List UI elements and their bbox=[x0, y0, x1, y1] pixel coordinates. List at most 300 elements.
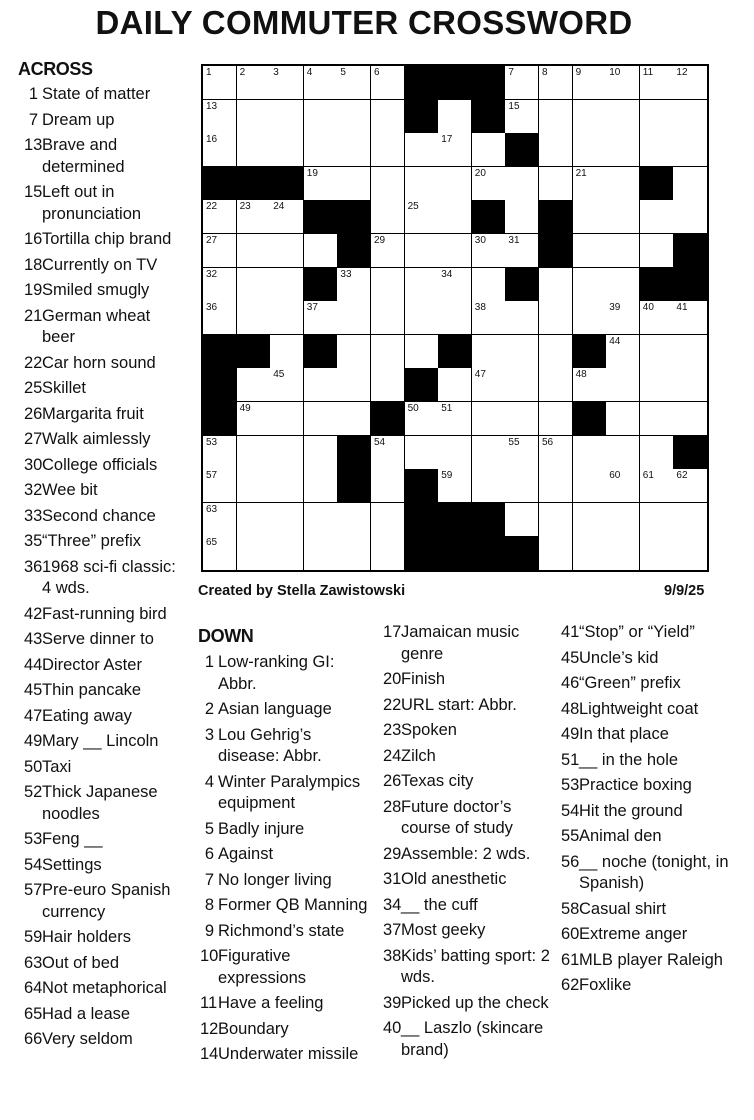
grid-cell[interactable] bbox=[438, 368, 472, 402]
grid-cell[interactable] bbox=[304, 368, 338, 402]
grid-cell[interactable] bbox=[573, 133, 607, 167]
grid-cell[interactable] bbox=[539, 469, 573, 503]
grid-cell[interactable] bbox=[304, 66, 338, 100]
grid-cell[interactable] bbox=[640, 503, 674, 537]
clue-number: 34 bbox=[383, 895, 402, 914]
grid-cell[interactable] bbox=[472, 234, 506, 268]
grid-cell[interactable] bbox=[405, 402, 439, 436]
down-clue bbox=[561, 924, 737, 946]
grid-cell[interactable] bbox=[304, 402, 338, 436]
grid-block bbox=[337, 234, 371, 268]
down-clue bbox=[561, 826, 737, 848]
grid-block bbox=[673, 436, 707, 470]
grid-cell[interactable] bbox=[237, 536, 271, 570]
grid-cell[interactable] bbox=[304, 436, 338, 470]
grid-cell[interactable] bbox=[673, 167, 707, 201]
grid-cell[interactable] bbox=[237, 469, 271, 503]
clue-number: 30 bbox=[24, 455, 43, 474]
grid-cell[interactable] bbox=[337, 167, 371, 201]
cell-number: 21 bbox=[575, 167, 587, 179]
grid-cell[interactable] bbox=[673, 402, 707, 436]
down-clue bbox=[561, 950, 737, 972]
grid-cell[interactable] bbox=[606, 436, 640, 470]
down-clue bbox=[561, 673, 737, 695]
grid-cell[interactable] bbox=[237, 200, 271, 234]
grid-cell[interactable] bbox=[673, 200, 707, 234]
clue-number: 63 bbox=[24, 953, 43, 972]
down-clue bbox=[200, 993, 372, 1015]
across-clue bbox=[24, 306, 182, 349]
cell-number: 41 bbox=[676, 302, 688, 314]
grid-block bbox=[573, 335, 607, 369]
clue-text: Settings bbox=[42, 855, 102, 874]
grid-cell[interactable] bbox=[371, 503, 405, 537]
grid-cell[interactable] bbox=[573, 100, 607, 134]
grid-block bbox=[640, 268, 674, 302]
grid-cell[interactable] bbox=[371, 268, 405, 302]
grid-cell[interactable] bbox=[673, 536, 707, 570]
grid-cell[interactable] bbox=[505, 234, 539, 268]
clue-number: 50 bbox=[24, 757, 43, 776]
down-clue bbox=[383, 895, 563, 917]
grid-cell[interactable] bbox=[606, 66, 640, 100]
cell-number: 25 bbox=[407, 201, 419, 213]
cell-number: 27 bbox=[206, 235, 218, 246]
grid-cell[interactable] bbox=[472, 301, 506, 335]
grid-cell[interactable] bbox=[237, 268, 271, 302]
grid-cell[interactable] bbox=[573, 167, 607, 201]
grid-cell[interactable] bbox=[203, 536, 237, 570]
cell-number: 16 bbox=[206, 134, 218, 146]
grid-cell[interactable] bbox=[203, 66, 237, 100]
grid-cell[interactable] bbox=[337, 133, 371, 167]
grid-cell[interactable] bbox=[505, 503, 539, 537]
clue-text: Walk aimlessly bbox=[42, 430, 151, 448]
grid-cell[interactable] bbox=[203, 503, 237, 537]
grid-block bbox=[337, 200, 371, 234]
grid-cell[interactable] bbox=[405, 436, 439, 470]
grid-cell[interactable] bbox=[505, 335, 539, 369]
grid-cell[interactable] bbox=[606, 469, 640, 503]
grid-cell[interactable] bbox=[673, 335, 707, 369]
grid-cell[interactable] bbox=[573, 469, 607, 503]
grid-cell[interactable] bbox=[640, 100, 674, 134]
grid-cell[interactable] bbox=[304, 167, 338, 201]
grid-block bbox=[573, 402, 607, 436]
grid-cell[interactable] bbox=[539, 66, 573, 100]
grid-cell[interactable] bbox=[640, 335, 674, 369]
grid-cell[interactable] bbox=[673, 66, 707, 100]
grid-cell[interactable] bbox=[337, 100, 371, 134]
grid-cell[interactable] bbox=[237, 368, 271, 402]
grid-cell[interactable] bbox=[539, 503, 573, 537]
grid-cell[interactable] bbox=[606, 167, 640, 201]
grid-cell[interactable] bbox=[237, 66, 271, 100]
grid-cell[interactable] bbox=[203, 234, 237, 268]
grid-cell[interactable] bbox=[371, 368, 405, 402]
grid-cell[interactable] bbox=[270, 100, 304, 134]
cell-number: 38 bbox=[474, 302, 486, 314]
grid-block bbox=[505, 268, 539, 302]
grid-block bbox=[472, 503, 506, 537]
grid-cell[interactable] bbox=[237, 301, 271, 335]
clue-number: 56 bbox=[561, 852, 580, 871]
grid-cell[interactable] bbox=[606, 268, 640, 302]
grid-cell[interactable] bbox=[237, 503, 271, 537]
clue-text: Feng __ bbox=[42, 830, 103, 848]
grid-cell[interactable] bbox=[304, 536, 338, 570]
grid-cell[interactable] bbox=[472, 335, 506, 369]
grid-cell[interactable] bbox=[270, 436, 304, 470]
grid-cell[interactable] bbox=[337, 368, 371, 402]
grid-cell[interactable] bbox=[539, 268, 573, 302]
grid-cell[interactable] bbox=[472, 167, 506, 201]
grid-cell[interactable] bbox=[270, 536, 304, 570]
grid-cell[interactable] bbox=[606, 301, 640, 335]
across-clue bbox=[24, 927, 182, 949]
grid-cell[interactable] bbox=[203, 268, 237, 302]
grid-cell[interactable] bbox=[505, 402, 539, 436]
grid-cell[interactable] bbox=[371, 133, 405, 167]
cell-number: 10 bbox=[609, 67, 621, 78]
grid-cell[interactable] bbox=[237, 133, 271, 167]
grid-cell[interactable] bbox=[203, 133, 237, 167]
clue-number: 3 bbox=[204, 725, 214, 744]
grid-block bbox=[337, 436, 371, 470]
down-clue bbox=[200, 652, 372, 695]
grid-cell[interactable] bbox=[304, 133, 338, 167]
grid-cell[interactable] bbox=[270, 133, 304, 167]
grid-block bbox=[438, 536, 472, 570]
grid-cell[interactable] bbox=[573, 503, 607, 537]
grid-cell[interactable] bbox=[573, 268, 607, 302]
clue-number: 25 bbox=[24, 379, 43, 397]
grid-cell[interactable] bbox=[304, 469, 338, 503]
grid-cell[interactable] bbox=[237, 234, 271, 268]
grid-cell[interactable] bbox=[573, 234, 607, 268]
grid-cell[interactable] bbox=[673, 100, 707, 134]
clue-text: “Three” prefix bbox=[42, 532, 142, 550]
down-clue bbox=[383, 669, 563, 691]
clue-text: __ noche (tonight, in Spanish) bbox=[579, 852, 729, 892]
grid-cell[interactable] bbox=[270, 301, 304, 335]
grid-cell[interactable] bbox=[405, 167, 439, 201]
grid-cell[interactable] bbox=[673, 503, 707, 537]
clue-number: 45 bbox=[561, 648, 580, 667]
down-clue bbox=[383, 1018, 563, 1061]
clue-text: Eating away bbox=[42, 706, 132, 725]
cell-number: 39 bbox=[609, 302, 621, 314]
clue-number: 57 bbox=[24, 881, 43, 899]
grid-cell[interactable] bbox=[640, 536, 674, 570]
grid-cell[interactable] bbox=[304, 301, 338, 335]
grid-cell[interactable] bbox=[673, 469, 707, 503]
clue-number: 65 bbox=[24, 1004, 43, 1023]
grid-cell[interactable] bbox=[673, 133, 707, 167]
grid-cell[interactable] bbox=[270, 66, 304, 100]
grid-cell[interactable] bbox=[472, 133, 506, 167]
grid-cell[interactable] bbox=[573, 66, 607, 100]
grid-cell[interactable] bbox=[270, 268, 304, 302]
grid-cell[interactable] bbox=[371, 469, 405, 503]
clue-number: 35 bbox=[24, 532, 43, 550]
grid-cell[interactable] bbox=[505, 66, 539, 100]
clue-text: Former QB Manning bbox=[218, 896, 368, 914]
across-clue bbox=[24, 135, 182, 178]
grid-block bbox=[405, 368, 439, 402]
grid-cell[interactable] bbox=[606, 335, 640, 369]
grid-block bbox=[405, 503, 439, 537]
grid-cell[interactable] bbox=[371, 234, 405, 268]
grid-cell[interactable] bbox=[472, 469, 506, 503]
grid-cell[interactable] bbox=[371, 100, 405, 134]
crossword-grid bbox=[201, 64, 709, 572]
grid-cell[interactable] bbox=[371, 200, 405, 234]
across-clue bbox=[24, 731, 182, 753]
grid-cell[interactable] bbox=[405, 133, 439, 167]
grid-cell[interactable] bbox=[539, 368, 573, 402]
cell-number: 65 bbox=[206, 537, 218, 549]
grid-cell[interactable] bbox=[237, 436, 271, 470]
down-clue bbox=[200, 1044, 372, 1066]
clue-text: Brave and determined bbox=[42, 136, 125, 176]
grid-cell[interactable] bbox=[673, 368, 707, 402]
clue-text: Future doctor’s course of study bbox=[401, 797, 513, 837]
clue-number: 44 bbox=[24, 655, 43, 674]
grid-cell[interactable] bbox=[640, 469, 674, 503]
grid-cell[interactable] bbox=[606, 503, 640, 537]
down-clue bbox=[561, 975, 737, 997]
clue-text: Pre-euro Spanish currency bbox=[42, 881, 171, 921]
grid-cell[interactable] bbox=[539, 301, 573, 335]
clue-text: Second chance bbox=[42, 506, 156, 525]
grid-cell[interactable] bbox=[337, 268, 371, 302]
cell-number: 19 bbox=[306, 167, 318, 179]
clue-number: 54 bbox=[24, 855, 43, 874]
grid-cell[interactable] bbox=[438, 200, 472, 234]
cell-number: 53 bbox=[206, 436, 218, 448]
down-clue bbox=[383, 993, 563, 1015]
clue-number: 62 bbox=[561, 976, 580, 994]
across-clue bbox=[24, 280, 182, 302]
clue-text: Against bbox=[218, 845, 274, 863]
grid-cell[interactable] bbox=[539, 100, 573, 134]
grid-cell[interactable] bbox=[640, 301, 674, 335]
grid-cell[interactable] bbox=[573, 301, 607, 335]
grid-cell[interactable] bbox=[505, 469, 539, 503]
grid-cell[interactable] bbox=[371, 167, 405, 201]
grid-cell[interactable] bbox=[304, 234, 338, 268]
across-clue bbox=[24, 1004, 182, 1026]
clue-number: 26 bbox=[24, 404, 43, 423]
clue-text: College officials bbox=[42, 455, 158, 474]
across-clue bbox=[24, 378, 182, 400]
cell-number: 54 bbox=[374, 436, 386, 448]
grid-cell[interactable] bbox=[640, 402, 674, 436]
grid-cell[interactable] bbox=[371, 301, 405, 335]
grid-cell[interactable] bbox=[606, 133, 640, 167]
across-clue bbox=[24, 429, 182, 451]
clue-text: Uncle’s kid bbox=[579, 648, 659, 667]
grid-cell[interactable] bbox=[337, 402, 371, 436]
grid-cell[interactable] bbox=[337, 536, 371, 570]
down-clue bbox=[561, 622, 737, 644]
grid-cell[interactable] bbox=[573, 200, 607, 234]
cell-number: 50 bbox=[407, 403, 419, 414]
down-clue bbox=[383, 622, 563, 665]
clue-text: Taxi bbox=[42, 757, 72, 776]
clue-text: Have a feeling bbox=[218, 994, 324, 1012]
grid-cell[interactable] bbox=[405, 234, 439, 268]
grid-block bbox=[438, 66, 472, 100]
grid-cell[interactable] bbox=[505, 301, 539, 335]
grid-cell[interactable] bbox=[539, 536, 573, 570]
grid-cell[interactable] bbox=[640, 200, 674, 234]
grid-cell[interactable] bbox=[405, 200, 439, 234]
grid-cell[interactable] bbox=[371, 335, 405, 369]
grid-block bbox=[203, 402, 237, 436]
grid-cell[interactable] bbox=[606, 200, 640, 234]
grid-cell[interactable] bbox=[371, 66, 405, 100]
grid-cell[interactable] bbox=[539, 335, 573, 369]
clue-text: Old anesthetic bbox=[401, 870, 507, 888]
grid-cell[interactable] bbox=[573, 536, 607, 570]
grid-cell[interactable] bbox=[640, 436, 674, 470]
grid-cell[interactable] bbox=[270, 503, 304, 537]
grid-cell[interactable] bbox=[405, 268, 439, 302]
clue-text: Dream up bbox=[42, 110, 115, 129]
clue-number: 61 bbox=[561, 950, 580, 969]
grid-cell[interactable] bbox=[640, 133, 674, 167]
grid-cell[interactable] bbox=[237, 402, 271, 436]
grid-block bbox=[270, 167, 304, 201]
grid-cell[interactable] bbox=[472, 402, 506, 436]
clue-text: Zilch bbox=[401, 746, 436, 765]
grid-cell[interactable] bbox=[505, 167, 539, 201]
grid-cell[interactable] bbox=[371, 536, 405, 570]
grid-cell[interactable] bbox=[438, 268, 472, 302]
grid-cell[interactable] bbox=[640, 66, 674, 100]
grid-cell[interactable] bbox=[472, 436, 506, 470]
clue-text: Most geeky bbox=[401, 921, 486, 939]
cell-number: 2 bbox=[239, 67, 246, 78]
grid-cell[interactable] bbox=[606, 368, 640, 402]
grid-cell[interactable] bbox=[270, 234, 304, 268]
grid-cell[interactable] bbox=[405, 335, 439, 369]
grid-cell[interactable] bbox=[539, 167, 573, 201]
grid-cell[interactable] bbox=[337, 301, 371, 335]
grid-cell[interactable] bbox=[573, 436, 607, 470]
grid-cell[interactable] bbox=[539, 402, 573, 436]
grid-cell[interactable] bbox=[203, 100, 237, 134]
grid-cell[interactable] bbox=[505, 100, 539, 134]
grid-block bbox=[438, 503, 472, 537]
clue-number: 37 bbox=[383, 921, 402, 939]
clue-text: Out of bed bbox=[42, 953, 120, 972]
grid-cell[interactable] bbox=[438, 402, 472, 436]
clue-text: Assemble: 2 wds. bbox=[401, 844, 531, 863]
grid-cell[interactable] bbox=[606, 536, 640, 570]
grid-cell[interactable] bbox=[438, 167, 472, 201]
grid-cell[interactable] bbox=[203, 436, 237, 470]
grid-cell[interactable] bbox=[505, 200, 539, 234]
clue-number: 2 bbox=[204, 700, 214, 718]
cell-number: 11 bbox=[642, 67, 654, 78]
clue-text: Skillet bbox=[42, 379, 87, 397]
grid-cell[interactable] bbox=[673, 301, 707, 335]
clue-text: Wee bit bbox=[42, 481, 98, 499]
clue-number: 24 bbox=[383, 746, 402, 765]
down-heading: DOWN bbox=[198, 626, 254, 646]
grid-block bbox=[237, 167, 271, 201]
grid-cell[interactable] bbox=[270, 200, 304, 234]
grid-cell[interactable] bbox=[337, 503, 371, 537]
grid-cell[interactable] bbox=[438, 301, 472, 335]
clue-text: Director Aster bbox=[42, 655, 142, 674]
cell-number: 8 bbox=[542, 67, 548, 78]
grid-cell[interactable] bbox=[337, 66, 371, 100]
grid-cell[interactable] bbox=[606, 234, 640, 268]
grid-block bbox=[304, 200, 338, 234]
clue-text: MLB player Raleigh bbox=[579, 950, 723, 969]
grid-cell[interactable] bbox=[203, 301, 237, 335]
grid-cell[interactable] bbox=[337, 335, 371, 369]
grid-cell[interactable] bbox=[203, 200, 237, 234]
grid-cell[interactable] bbox=[640, 368, 674, 402]
grid-cell[interactable] bbox=[270, 335, 304, 369]
cell-number: 12 bbox=[676, 67, 688, 78]
grid-cell[interactable] bbox=[472, 368, 506, 402]
grid-cell[interactable] bbox=[505, 368, 539, 402]
clue-number: 7 bbox=[28, 110, 38, 129]
clue-text: Boundary bbox=[218, 1019, 289, 1038]
down-clue-list-1 bbox=[200, 652, 372, 1070]
grid-cell[interactable] bbox=[237, 100, 271, 134]
grid-cell[interactable] bbox=[505, 436, 539, 470]
grid-cell[interactable] bbox=[573, 368, 607, 402]
cell-number: 48 bbox=[575, 369, 587, 381]
down-clue bbox=[383, 771, 563, 793]
grid-cell[interactable] bbox=[472, 268, 506, 302]
clue-number: 23 bbox=[383, 721, 402, 739]
grid-cell[interactable] bbox=[606, 402, 640, 436]
grid-cell[interactable] bbox=[371, 436, 405, 470]
grid-cell[interactable] bbox=[539, 436, 573, 470]
grid-cell[interactable] bbox=[270, 469, 304, 503]
grid-cell[interactable] bbox=[438, 234, 472, 268]
grid-cell[interactable] bbox=[270, 402, 304, 436]
cell-number: 44 bbox=[609, 335, 621, 347]
grid-cell[interactable] bbox=[438, 133, 472, 167]
grid-cell[interactable] bbox=[438, 469, 472, 503]
grid-cell[interactable] bbox=[606, 100, 640, 134]
grid-cell[interactable] bbox=[438, 100, 472, 134]
clue-number: 60 bbox=[561, 925, 580, 943]
grid-cell[interactable] bbox=[640, 234, 674, 268]
clue-number: 21 bbox=[24, 306, 43, 325]
clue-text: State of matter bbox=[42, 85, 151, 103]
grid-cell[interactable] bbox=[203, 469, 237, 503]
across-clue bbox=[24, 229, 182, 251]
grid-cell[interactable] bbox=[405, 301, 439, 335]
grid-cell[interactable] bbox=[539, 133, 573, 167]
grid-cell[interactable] bbox=[304, 503, 338, 537]
across-clue bbox=[24, 480, 182, 502]
grid-cell[interactable] bbox=[270, 368, 304, 402]
grid-block bbox=[472, 200, 506, 234]
grid-cell[interactable] bbox=[304, 100, 338, 134]
grid-cell[interactable] bbox=[438, 436, 472, 470]
